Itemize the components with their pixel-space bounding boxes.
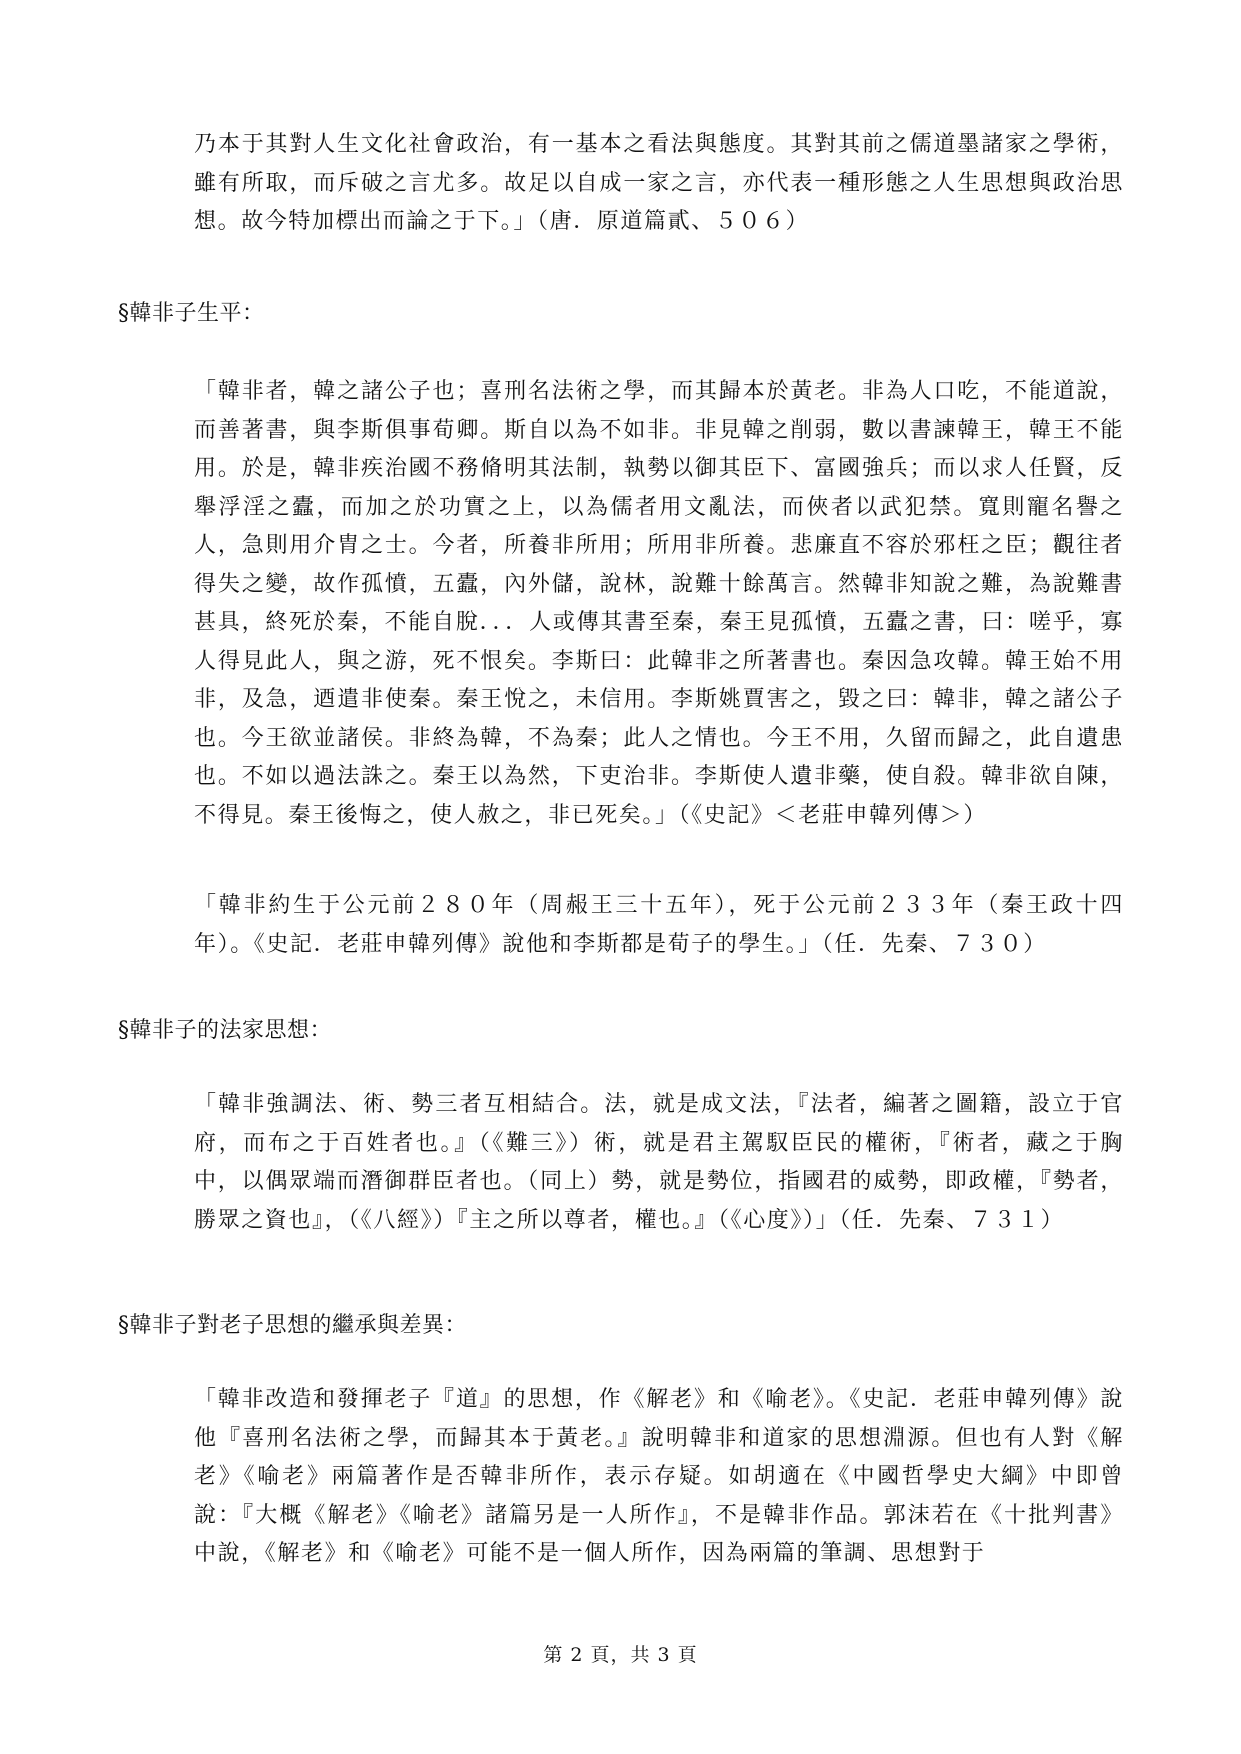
- heading-biography: §韓非子生平：: [118, 301, 265, 326]
- heading-legalism: §韓非子的法家思想：: [118, 1018, 333, 1043]
- intro-paragraph: 乃本于其對人生文化社會政治，有一基本之看法與態度。其對其前之儒道墨諸家之學術，雖有所取，而斥破之言尤多。故足以自成一家之言，亦代表一種形態之人生思想與政治思想。故今特加標出而論之于下。」（唐．原道篇貳、５０６）: [194, 132, 1124, 234]
- heading-laozi: §韓非子對老子思想的繼承與差異：: [118, 1313, 468, 1338]
- laozi-quote-paragraph: 「韓非改造和發揮老子『道』的思想，作《解老》和《喻老》。《史記．老莊申韓列傳》說他『喜刑名法術之學，而歸其本于黃老。』說明韓非和道家的思想淵源。但也有人對《解老》《喻老》兩篇著作是否韓非所作，表示存疑。如胡適在《中國哲學史大綱》中即曾說：『大概《解老》《喻老》諸篇另是一人所作』，不是韓非作品。郭沫若在《十批判書》中說，《解老》和《喻老》可能不是一個人所作，因為兩篇的筆調、思想對于: [194, 1387, 1124, 1566]
- biography-quote-paragraph: 「韓非者，韓之諸公子也；喜刑名法術之學，而其歸本於黃老。非為人口吃，不能道說，而善著書，與李斯俱事荀卿。斯自以為不如非。非見韓之削弱，數以書諫韓王，韓王不能用。於是，韓非疾治國不務脩明其法制，執勢以御其臣下、富國強兵；而以求人任賢，反舉浮淫之蠹，而加之於功實之上，以為儒者用文亂法，而俠者以武犯禁。寬則寵名譽之人，急則用介胄之士。今者，所養非所用；所用非所養。悲廉直不容於邪枉之臣；觀往者得失之變，故作孤憤，五蠹，內外儲，說林，說難十餘萬言。然韓非知說之難，為說難書甚具，終死於秦，不能自脫．．．人或傳其書至秦，秦王見孤憤，五蠹之書，曰：嗟乎，寡人得見此人，與之游，死不恨矣。李斯曰：此韓非之所著書也。秦因急攻韓。韓王始不用非，及急，迺遣非使秦。秦王悅之，未信用。李斯姚賈害之，毀之曰：韓非，韓之諸公子也。今王欲並諸侯。非終為韓，不為秦；此人之情也。今王不用，久留而歸之，此自遺患也。不如以過法誅之。秦王以為然，下吏治非。李斯使人遺非藥，使自殺。韓非欲自陳，不得見。秦王後悔之，使人赦之，非已死矣。」（《史記》＜老莊申韓列傳＞）: [194, 379, 1124, 828]
- page-number-footer: 第 2 頁，共 3 頁: [543, 1644, 698, 1666]
- legalism-quote-paragraph: 「韓非強調法、術、勢三者互相結合。法，就是成文法，『法者，編著之圖籍，設立于官府，而布之于百姓者也。』（《難三》）術，就是君主駕馭臣民的權術，『術者，藏之于胸中，以偶眾端而潛御群臣者也。（同上）勢，就是勢位，指國君的威勢，即政權，『勢者，勝眾之資也』，（《八經》）『主之所以尊者，權也。』（《心度》）」（任．先秦、７３１）: [194, 1092, 1124, 1233]
- dates-quote-paragraph: 「韓非約生于公元前２８０年（周赧王三十五年），死于公元前２３３年（秦王政十四年）。《史記．老莊申韓列傳》說他和李斯都是荀子的學生。」（任．先秦、７３０）: [194, 893, 1124, 957]
